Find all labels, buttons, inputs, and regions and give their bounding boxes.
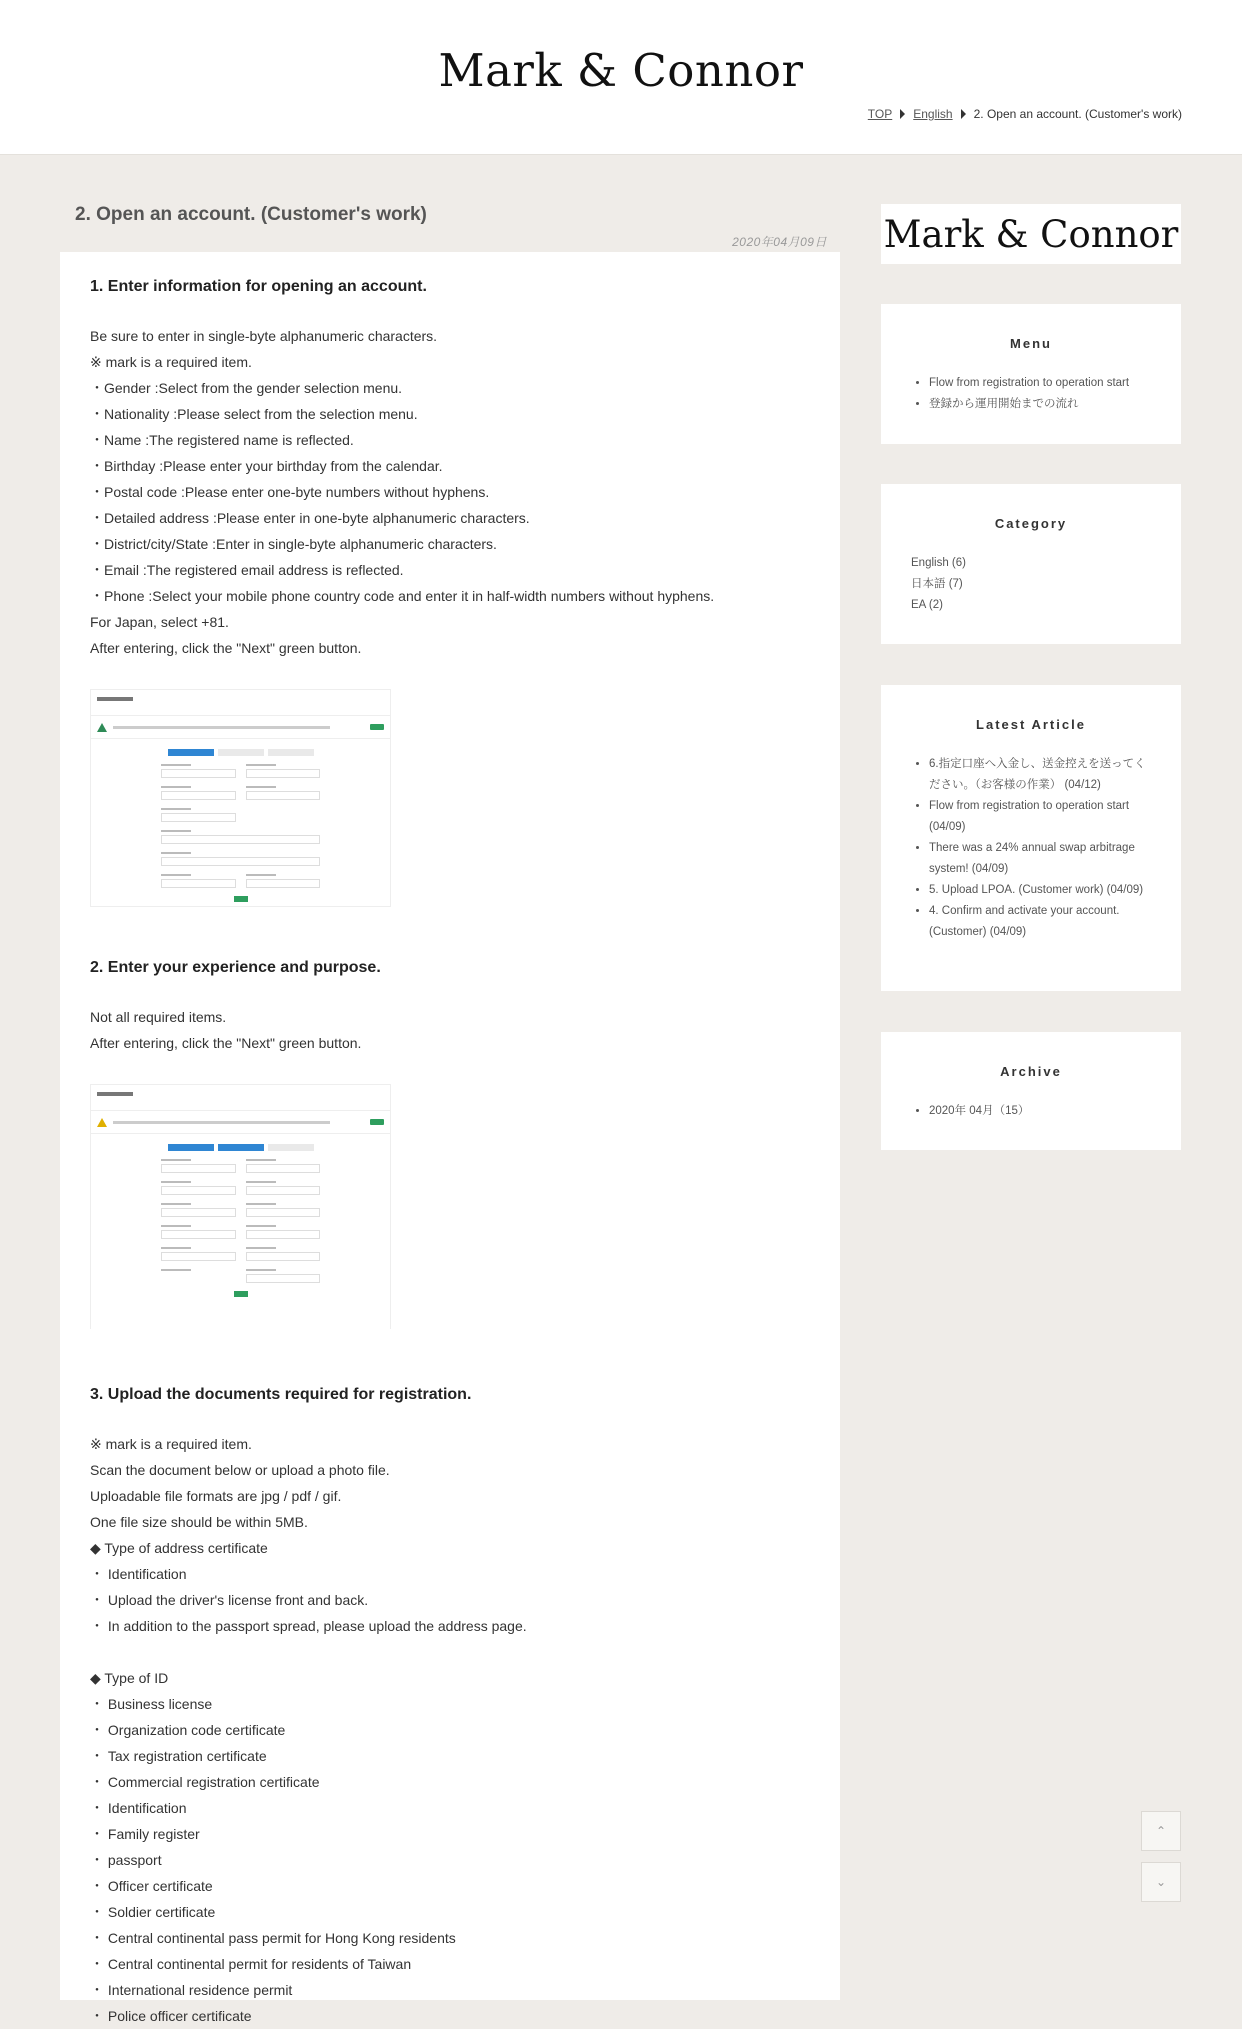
paragraph-line: ・ Business license — [90, 1696, 213, 1712]
chevron-down-icon: ⌄ — [1155, 1875, 1167, 1889]
menu-link[interactable]: • Flow from registration to operation start — [929, 373, 1151, 394]
caret-right-icon — [961, 109, 966, 119]
paragraph-line: ・Name :The registered name is reflected. — [90, 432, 354, 448]
paragraph-line: ・ Tax registration certificate — [90, 1748, 267, 1764]
breadcrumb-top-link[interactable]: TOP — [867, 107, 893, 121]
archive-list — [881, 1101, 1181, 1122]
breadcrumb — [868, 107, 1182, 121]
paragraph-line: One file size should be within 5MB. — [90, 1514, 308, 1530]
section-heading: 1. Enter information for opening an account. — [90, 278, 427, 295]
section-lines — [90, 1665, 810, 2029]
sidebar-logo: Mark & Connor — [883, 213, 1179, 256]
paragraph-line: ・ Commercial registration certificate — [90, 1774, 320, 1790]
paragraph-line: ※ mark is a required item. — [90, 354, 252, 370]
section-lines — [90, 1004, 810, 1056]
paragraph-line: ・ passport — [90, 1852, 162, 1868]
category-list — [881, 553, 1181, 616]
paragraph-line: ・ Central continental permit for residents of Taiwan — [90, 1956, 412, 1972]
category-link[interactable]: English (6) — [911, 557, 966, 569]
section-lines — [90, 1431, 810, 1639]
latest-article-link[interactable]: • Flow from registration to operation start (04/09) — [929, 796, 1151, 838]
paragraph-line: ・Postal code :Please enter one-byte numbers without hyphens. — [90, 484, 490, 500]
paragraph-line: ・ Identification — [90, 1800, 187, 1816]
paragraph-line: For Japan, select +81. — [90, 614, 229, 630]
paragraph-line: ◆ Type of address certificate — [90, 1540, 268, 1556]
section-heading: 2. Enter your experience and purpose. — [90, 959, 381, 976]
experience-form-screenshot — [90, 1084, 391, 1329]
paragraph-line: ・ In addition to the passport spread, please upload the address page. — [90, 1618, 527, 1634]
paragraph-line: After entering, click the "Next" green button. — [90, 1035, 362, 1051]
category-link[interactable]: 日本語 (7) — [911, 578, 963, 590]
paragraph-line: ・Gender :Select from the gender selection menu. — [90, 380, 403, 396]
scroll-top-button[interactable] — [1141, 1811, 1181, 1851]
paragraph-line: Be sure to enter in single-byte alphanumeric characters. — [90, 328, 438, 344]
latest-article-link[interactable]: • There was a 24% annual swap arbitrage system! (04/09) — [929, 838, 1151, 880]
paragraph-line: ・Detailed address :Please enter in one-byte alphanumeric characters. — [90, 510, 530, 526]
widget-title: Menu — [1010, 336, 1052, 351]
post-title: 2. Open an account. (Customer's work) — [75, 204, 427, 225]
chevron-up-icon: ⌃ — [1155, 1824, 1167, 1838]
latest-article-link[interactable]: • 4. Confirm and activate your account. (Customer) (04/09) — [929, 901, 1151, 943]
paragraph-line: ・ Upload the driver's license front and back. — [90, 1592, 369, 1608]
menu-list — [881, 373, 1181, 415]
paragraph-line: ・ Officer certificate — [90, 1878, 213, 1894]
widget-title: Category — [994, 516, 1068, 531]
menu-widget — [881, 304, 1181, 444]
paragraph-line: After entering, click the "Next" green button. — [90, 640, 362, 656]
latest-article-link[interactable]: • 6.指定口座へ入金し、送金控えを送ってください。（お客様の作業） (04/12) — [929, 754, 1151, 796]
site-header — [0, 0, 1242, 155]
caret-right-icon — [900, 109, 905, 119]
paragraph-line: ・District/city/State :Enter in single-byte alphanumeric characters. — [90, 536, 497, 552]
menu-link[interactable]: • 登録から運用開始までの流れ — [929, 394, 1151, 415]
paragraph-line: Not all required items. — [90, 1009, 227, 1025]
paragraph-line: ・ Family register — [90, 1826, 200, 1842]
paragraph-line: ・ Organization code certificate — [90, 1722, 286, 1738]
category-widget — [881, 484, 1181, 644]
latest-article-list — [881, 754, 1181, 943]
paragraph-line: ◆ Type of ID — [90, 1670, 169, 1686]
latest-article-link[interactable]: • 5. Upload LPOA. (Customer work) (04/09) — [929, 880, 1151, 901]
paragraph-line: ・Birthday :Please enter your birthday from the calendar. — [90, 458, 443, 474]
account-form-screenshot — [90, 689, 391, 907]
latest-article-widget — [881, 685, 1181, 991]
section-heading: 3. Upload the documents required for registration. — [90, 1386, 472, 1403]
breadcrumb-current: 2. Open an account. (Customer's work) — [973, 107, 1182, 121]
paragraph-line: ※ mark is a required item. — [90, 1436, 252, 1452]
section-lines — [90, 323, 810, 661]
breadcrumb-english-link[interactable]: English — [913, 107, 953, 121]
paragraph-line: ・ Soldier certificate — [90, 1904, 216, 1920]
post-date: 2020年04月09日 — [732, 235, 827, 249]
category-link[interactable]: EA (2) — [911, 599, 943, 611]
paragraph-line: Scan the document below or upload a photo file. — [90, 1462, 390, 1478]
widget-title: Archive — [1000, 1064, 1062, 1079]
paragraph-line: ・ Central continental pass permit for Hong Kong residents — [90, 1930, 456, 1946]
widget-title: Latest Article — [976, 717, 1086, 732]
paragraph-line: ・Phone :Select your mobile phone country code and enter it in half-width numbers without hyphens. — [90, 588, 715, 604]
paragraph-line: Uploadable file formats are jpg / pdf / gif. — [90, 1488, 342, 1504]
article-body — [60, 252, 840, 2024]
sidebar-logo-banner[interactable] — [881, 204, 1181, 264]
paragraph-line: ・ Identification — [90, 1566, 187, 1582]
paragraph-line: ・ International residence permit — [90, 1982, 293, 1998]
paragraph-line: ・Email :The registered email address is reflected. — [90, 562, 404, 578]
paragraph-line: ・ Police officer certificate — [90, 2008, 252, 2024]
archive-link[interactable]: • 2020年 04月（15） — [929, 1101, 1151, 1122]
site-logo[interactable]: Mark & Connor — [438, 44, 804, 97]
paragraph-line: ・Nationality :Please select from the selection menu. — [90, 406, 418, 422]
archive-widget — [881, 1032, 1181, 1150]
scroll-bottom-button[interactable] — [1141, 1862, 1181, 1902]
